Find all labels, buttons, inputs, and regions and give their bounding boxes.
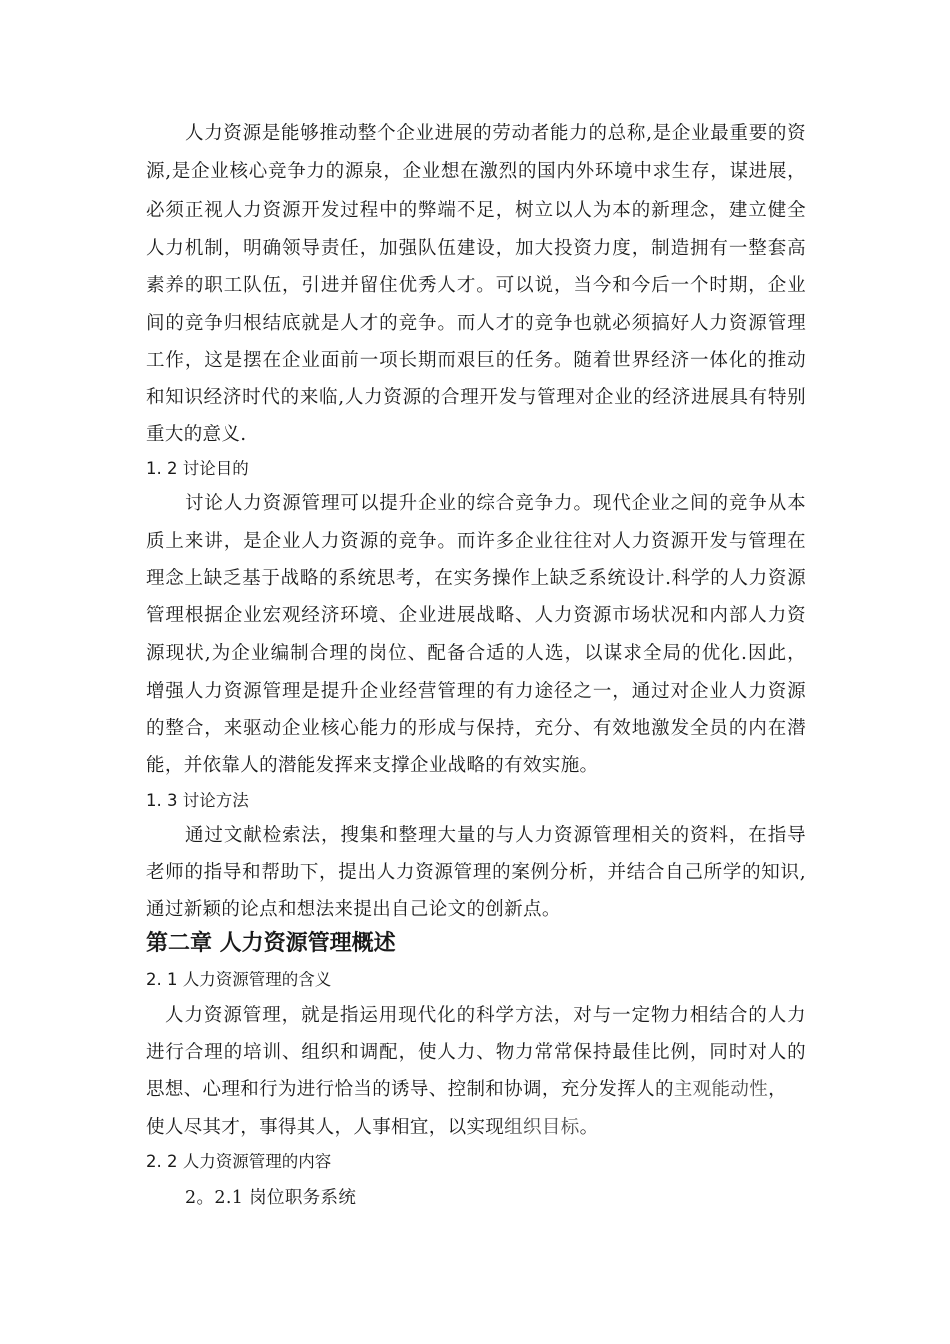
paragraph-line: 能，并依靠人的潜能发挥来支撑企业战略的有效实施。 <box>146 755 599 776</box>
paragraph-line: 质上来讲，是企业人力资源的竞争。而许多企业往往对人力资源开发与管理在 <box>146 531 806 552</box>
paragraph-line: 人力资源是能够推动整个企业进展的劳动者能力的总称,是企业最重要的资 <box>185 123 806 144</box>
paragraph-line: 间的竞争归根结底就是人才的竞争。而人才的竞争也就必须搞好人力资源管理 <box>146 313 806 334</box>
text-segment: 使人尽其才，事得其人，人事相宜，以实现 <box>146 1117 505 1138</box>
paragraph-line: 和知识经济时代的来临,人力资源的合理开发与管理对企业的经济进展具有特别 <box>146 387 806 408</box>
paragraph-line: 通过文献检索法，搜集和整理大量的与人力资源管理相关的资料，在指导 <box>185 825 806 846</box>
paragraph-line: 源现状,为企业编制合理的岗位、配备合适的人选，以谋求全局的优化.因此， <box>146 643 806 664</box>
paragraph-line: 管理根据企业宏观经济环境、企业进展战略、人力资源市场状况和内部人力资 <box>146 605 806 626</box>
section-heading-1-3: 1. 3 讨论方法 <box>146 791 249 810</box>
paragraph-line <box>146 1116 806 1140</box>
section-heading-2-1: 2. 1 人力资源管理的含义 <box>146 970 332 989</box>
paragraph-line: 理念上缺乏基于战略的系统思考，在实务操作上缺乏系统设计.科学的人力资源 <box>146 568 806 589</box>
link-subjective-initiative[interactable]: 主观能动性 <box>673 1079 769 1100</box>
section-heading-2-2: 2. 2 人力资源管理的内容 <box>146 1152 332 1171</box>
paragraph-line: 人力资源管理，就是指运用现代化的科学方法，对与一定物力相结合的人力 <box>165 1005 806 1026</box>
paragraph-line: 工作，这是摆在企业面前一项长期而艰巨的任务。随着世界经济一体化的推动 <box>146 350 806 371</box>
paragraph-line <box>146 1078 806 1102</box>
text-segment: 。 <box>579 1117 599 1138</box>
text-segment: 思想、心理和行为进行恰当的诱导、控制和协调，充分发挥人的 <box>146 1079 674 1100</box>
paragraph-line: 老师的指导和帮助下，提出人力资源管理的案例分析，并结合自己所学的知识, <box>146 862 806 883</box>
paragraph-line: 重大的意义. <box>146 424 247 445</box>
section-heading-1-2: 1. 2 讨论目的 <box>146 459 249 478</box>
paragraph-line: 进行合理的培训、组织和调配，使人力、物力常常保持最佳比例，同时对人的 <box>146 1042 806 1063</box>
paragraph-line: 讨论人力资源管理可以提升企业的综合竞争力。现代企业之间的竞争从本 <box>185 493 806 514</box>
subsection-heading-2-2-1: 2。2.1 岗位职务系统 <box>185 1188 357 1208</box>
paragraph-line: 通过新颖的论点和想法来提出自己论文的创新点。 <box>146 899 561 920</box>
paragraph-line: 增强人力资源管理是提升企业经营管理的有力途径之一，通过对企业人力资源 <box>146 681 806 702</box>
paragraph-line: 的整合，来驱动企业核心能力的形成与保持，充分、有效地激发全员的内在潜 <box>146 718 806 739</box>
paragraph-line: 必须正视人力资源开发过程中的弊端不足，树立以人为本的新理念，建立健全 <box>146 200 806 221</box>
paragraph-line: 人力机制，明确领导责任，加强队伍建设，加大投资力度，制造拥有一整套高 <box>146 238 806 259</box>
link-organization-goal[interactable]: 组织目标 <box>504 1117 580 1138</box>
paragraph-line: 源,是企业核心竞争力的源泉，企业想在激烈的国内外环境中求生存，谋进展， <box>146 161 806 182</box>
chapter-title: 第二章 人力资源管理概述 <box>146 931 396 956</box>
text-segment: ， <box>768 1079 787 1100</box>
paragraph-line: 素养的职工队伍，引进并留住优秀人才。可以说，当今和今后一个时期，企业 <box>146 275 806 296</box>
